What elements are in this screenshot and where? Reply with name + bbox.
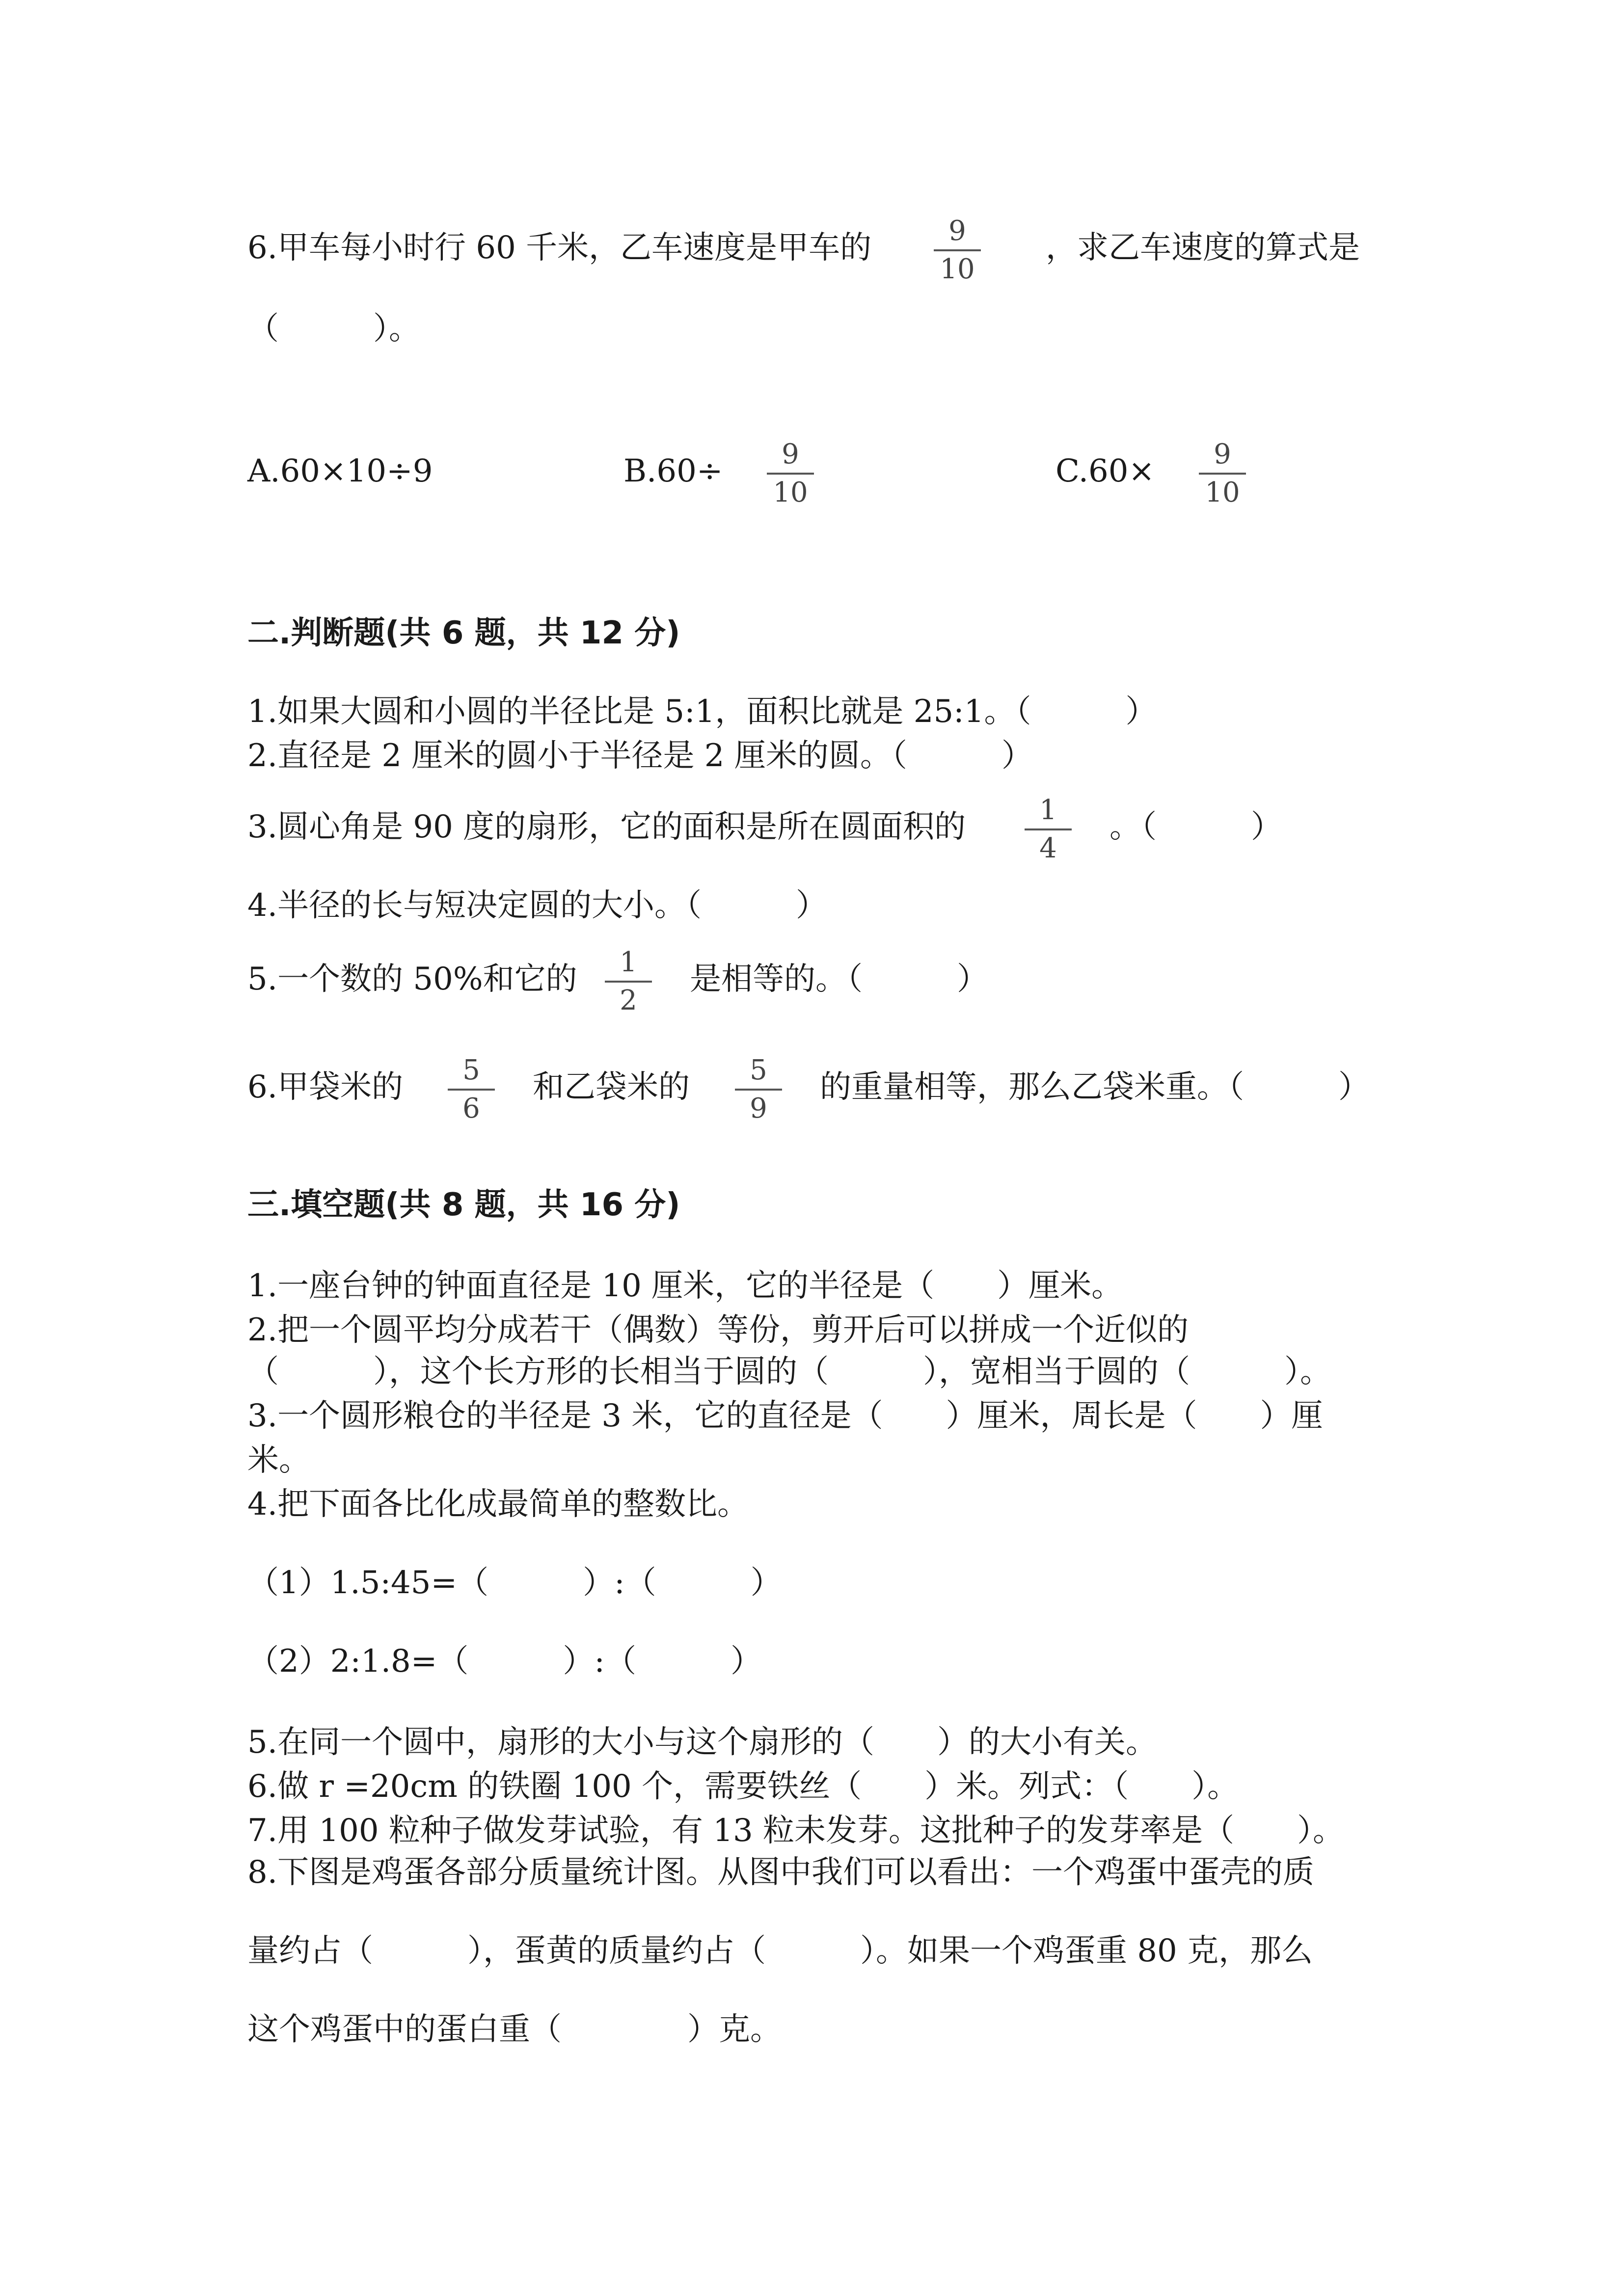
judge-item-6a: 6.甲袋米的 xyxy=(247,1069,404,1105)
judge-item-6-fraction-1 xyxy=(442,1055,501,1124)
section-2-title: 二.判断题(共 6 题，共 12 分) xyxy=(247,615,680,651)
fill-item-4-sub-1: （1）1.5:45=（ ）:（ ） xyxy=(247,1565,782,1601)
fill-item-2a: 2.把一个圆平均分成若干（偶数）等份，剪开后可以拼成一个近似的 xyxy=(247,1312,1189,1348)
judge-item-3-fraction xyxy=(1019,795,1078,864)
fraction-numerator: 1 xyxy=(1039,794,1057,826)
judge-item-3a: 3.圆心角是 90 度的扇形，它的面积是所在圆面积的 xyxy=(247,809,966,845)
judge-item-3b: 。（ ） xyxy=(1110,809,1282,845)
fraction-denominator: 6 xyxy=(462,1093,480,1124)
fraction-bar xyxy=(1025,828,1072,830)
judge-item-6-fraction-2 xyxy=(729,1055,788,1124)
q6-option-c-fraction xyxy=(1193,439,1252,508)
q6-fraction xyxy=(928,216,987,285)
fill-item-7: 7.用 100 粒种子做发芽试验，有 13 粒未发芽。这批种子的发芽率是（ ）。 xyxy=(247,1813,1345,1849)
fraction-denominator: 9 xyxy=(750,1093,767,1124)
q6-option-a: A.60×10÷9 xyxy=(247,453,433,489)
fraction-numerator: 5 xyxy=(462,1054,480,1086)
judge-item-2: 2.直径是 2 厘米的圆小于半径是 2 厘米的圆。（ ） xyxy=(247,738,1033,774)
q6-text-3: （ ）。 xyxy=(247,311,420,347)
fill-item-8b: 量约占（ ），蛋黄的质量约占（ ）。如果一个鸡蛋重 80 克，那么 xyxy=(247,1933,1313,1969)
fraction-bar xyxy=(448,1089,495,1091)
fraction-bar xyxy=(1199,473,1246,475)
fraction-denominator: 2 xyxy=(620,985,637,1016)
q6-text-1: 6.甲车每小时行 60 千米，乙车速度是甲车的 xyxy=(247,230,872,266)
fill-item-3b: 米。 xyxy=(247,1442,310,1478)
fraction-numerator: 9 xyxy=(782,438,799,470)
fraction-bar xyxy=(605,981,652,983)
fraction-denominator: 4 xyxy=(1039,832,1057,864)
fill-item-3a: 3.一个圆形粮仓的半径是 3 米，它的直径是（ ）厘米，周长是（ ）厘 xyxy=(247,1398,1323,1434)
fraction-denominator: 10 xyxy=(940,253,975,285)
judge-item-4: 4.半径的长与短决定圆的大小。（ ） xyxy=(247,887,828,924)
fill-item-1: 1.一座台钟的钟面直径是 10 厘米，它的半径是（ ）厘米。 xyxy=(247,1268,1123,1304)
fraction-denominator: 10 xyxy=(773,477,808,508)
judge-item-5a: 5.一个数的 50%和它的 xyxy=(247,961,577,997)
fill-item-4: 4.把下面各比化成最简单的整数比。 xyxy=(247,1486,749,1522)
judge-item-6c: 的重量相等，那么乙袋米重。（ ） xyxy=(820,1069,1370,1105)
judge-item-6b: 和乙袋米的 xyxy=(533,1069,690,1105)
fill-item-2b: （ ），这个长方形的长相当于圆的（ ），宽相当于圆的（ ）。 xyxy=(247,1354,1331,1390)
q6-option-b-fraction xyxy=(761,439,820,508)
fraction-numerator: 1 xyxy=(620,946,637,978)
fraction-numerator: 5 xyxy=(750,1054,767,1086)
section-3-title: 三.填空题(共 8 题，共 16 分) xyxy=(247,1187,680,1223)
judge-item-1: 1.如果大圆和小圆的半径比是 5:1，面积比就是 25:1。（ ） xyxy=(247,694,1157,730)
fill-item-4-sub-2: （2）2:1.8=（ ）:（ ） xyxy=(247,1643,762,1680)
fill-item-8c: 这个鸡蛋中的蛋白重（ ）克。 xyxy=(247,2011,782,2048)
fraction-bar xyxy=(934,249,981,251)
fraction-bar xyxy=(767,473,814,475)
q6-option-b: B.60÷ xyxy=(623,453,723,489)
fraction-numerator: 9 xyxy=(1214,438,1231,470)
fill-item-6: 6.做 r =20cm 的铁圈 100 个，需要铁丝（ ）米。列式：（ ）。 xyxy=(247,1768,1239,1805)
judge-item-5-fraction xyxy=(599,947,658,1016)
fill-item-8a: 8.下图是鸡蛋各部分质量统计图。从图中我们可以看出：一个鸡蛋中蛋壳的质 xyxy=(247,1854,1315,1891)
fill-item-5: 5.在同一个圆中，扇形的大小与这个扇形的（ ）的大小有关。 xyxy=(247,1724,1158,1761)
fraction-denominator: 10 xyxy=(1205,477,1240,508)
q6-option-c: C.60× xyxy=(1056,453,1155,489)
fraction-bar xyxy=(735,1089,782,1091)
judge-item-5b: 是相等的。（ ） xyxy=(690,961,988,997)
fraction-numerator: 9 xyxy=(948,215,966,247)
q6-text-2: ，求乙车速度的算式是 xyxy=(1046,230,1360,266)
